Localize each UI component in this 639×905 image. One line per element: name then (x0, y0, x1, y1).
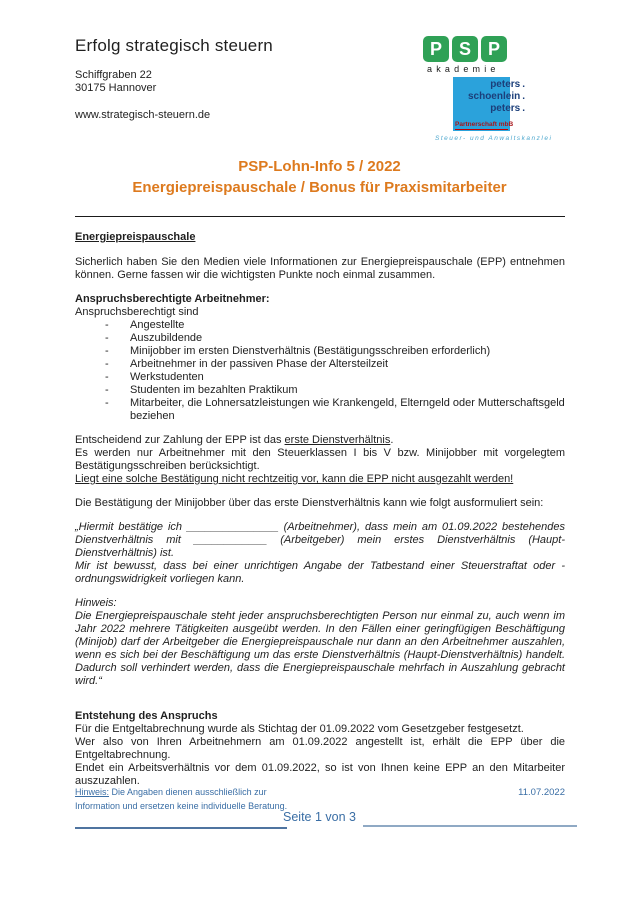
origin-line-2: Wer also von Ihren Arbeitnehmern am 01.09.2022 angestellt ist, erhält die EPP über die Entgeltabrechnung. (75, 736, 565, 761)
psp-letter-squares (423, 36, 552, 62)
list-item: - Arbeitnehmer in der passiven Phase der Altersteilzeit (75, 358, 565, 371)
list-item: - Mitarbeiter, die Lohnersatzleistungen wie Krankengeld, Elterngeld oder Mutterschaftsgeld beziehen (75, 397, 565, 423)
section-heading-energiepreispauschale: Energiepreispauschale (75, 231, 196, 243)
name-dot: . (522, 91, 525, 102)
company-address (75, 69, 273, 95)
psp-letter-p2-icon: P (481, 36, 507, 62)
list-dash: - (105, 345, 109, 357)
footer-date: 11.07.2022 (518, 787, 565, 798)
document-body (75, 231, 565, 788)
address-street: Schiffgraben 22 (75, 69, 152, 81)
decisive-paragraph (75, 434, 565, 486)
title-line-2: Energiepreispauschale / Bonus für Praxismitarbeiter (132, 179, 507, 196)
list-item: - Auszubildende (75, 332, 565, 345)
psp-logo (422, 36, 552, 142)
page-number: Seite 1 von 3 (283, 810, 356, 824)
footer-divider-left (75, 827, 287, 829)
confirmation-quote (75, 521, 565, 586)
decisive-line-2: Es werden nur Arbeitnehmer mit den Steuerklassen I bis V bzw. Minijobber mit vorgelegtem Bestätigungsschreiben berücksichtigt. (75, 447, 565, 472)
logo-akademie-label: akademie (427, 64, 500, 74)
note-label: Hinweis: (75, 597, 117, 609)
psp-letter-p1-icon: P (423, 36, 449, 62)
logo-names-block (453, 77, 525, 131)
document-title (0, 156, 639, 198)
confirmation-intro: Die Bestätigung der Minijobber über das erste Dienstverhältnis kann wie folgt ausformuliert sein: (75, 497, 544, 509)
title-line-1: PSP-Lohn-Info 5 / 2022 (238, 158, 401, 175)
origin-line-1: Für die Entgeltabrechnung wurde als Stichtag der 01.09.2022 vom Gesetzgeber festgesetzt. (75, 723, 524, 735)
quote-paragraph-2: Mir ist bewusst, dass bei einer unrichtigen Angabe der Tatbestand einer Steuerstraftat oder -ordnungswidrigkeit vorliegen kann. (75, 560, 565, 585)
logo-tagline: Steuer- und Anwaltskanzlei (435, 135, 553, 142)
list-dash: - (105, 384, 109, 396)
title-divider (75, 216, 565, 217)
company-slogan: Erfolg strategisch steuern (75, 36, 273, 55)
list-item: - Minijobber im ersten Dienstverhältnis (Bestätigungsschreiben erforderlich) (75, 345, 565, 358)
list-item: - Werkstudenten (75, 371, 565, 384)
eligible-heading: Anspruchsberechtigte Arbeitnehmer: (75, 293, 270, 305)
list-dash: - (105, 397, 109, 409)
name-dot: . (522, 103, 525, 114)
note-block (75, 597, 565, 688)
decisive-line-1: Entscheidend zur Zahlung der EPP ist das erste Dienstverhältnis. (75, 434, 394, 446)
quote-paragraph-1: „Hiermit bestätige ich _______________ (Arbeitnehmer), dass mein am 01.09.2022 bestehendes Dienstverhältnis mit ____________ (Arbeitgeber) mein erstes Dienstverhältnis (Haupt-Dienstverhältnis) ist. (75, 521, 565, 559)
partner-name: schoenlein . (467, 91, 525, 102)
list-dash: - (105, 358, 109, 370)
footer-note-label: Hinweis: (75, 787, 110, 797)
origin-line-3: Endet ein Arbeitsverhältnis vor dem 01.09.2022, so ist von Ihnen keine EPP an den Mitarbeiter auszuzahlen. (75, 762, 565, 787)
logo-partner-names (468, 79, 525, 115)
logo-partnership-label: Partnerschaft mbB (455, 121, 514, 128)
footer-disclaimer: Hinweis: Die Angaben dienen ausschließlich zur Information und ersetzen keine individuelle Beratung. (75, 787, 288, 811)
psp-letter-s-icon: S (452, 36, 478, 62)
partner-name: peters . (490, 103, 525, 114)
eligible-intro: Anspruchsberechtigt sind (75, 306, 199, 318)
list-dash: - (105, 371, 109, 383)
intro-paragraph: Sicherlich haben Sie den Medien viele Informationen zur Energiepreispauschale (EPP) entnehmen können. Gerne fassen wir die wichtigsten Punkte noch einmal zusammen. (75, 256, 565, 281)
company-website: www.strategisch-steuern.de (75, 109, 211, 121)
origin-heading: Entstehung des Anspruchs (75, 710, 218, 722)
origin-block (75, 710, 565, 788)
footer-divider-right (363, 825, 577, 827)
list-dash: - (105, 332, 109, 344)
list-item: - Studenten im bezahlten Praktikum (75, 384, 565, 397)
letterhead (75, 36, 273, 121)
list-dash: - (105, 319, 109, 331)
decisive-warning: Liegt eine solche Bestätigung nicht rechtzeitig vor, kann die EPP nicht ausgezahlt werden! (75, 473, 514, 485)
address-city: 30175 Hannover (75, 82, 157, 94)
note-text: Die Energiepreispauschale steht jeder anspruchsberechtigten Person nur einmal zu, auch wenn im Jahr 2022 mehrere Tätigkeiten ausgeübt werden. In den Fällen einer geringfügigen Beschäftigung (Minijob) darf der Arbeitgeber die Energiepreispauschale nur dann an den Arbeitnehmer auszahlen, wenn es sich bei der Beschäftigung um das erste Dienstverhältnis (Haupt-Dienstverhältnis) handelt. Dadurch soll verhindert werden, dass die Energiepreispauschale mehrfach in Auszahlung gebracht wird.“ (75, 610, 565, 687)
partner-name: peters . (490, 79, 525, 90)
eligible-list (75, 319, 565, 423)
name-dot: . (522, 79, 525, 90)
list-item: - Angestellte (75, 319, 565, 332)
underlined-phrase: erste Dienstverhältnis (284, 434, 391, 446)
